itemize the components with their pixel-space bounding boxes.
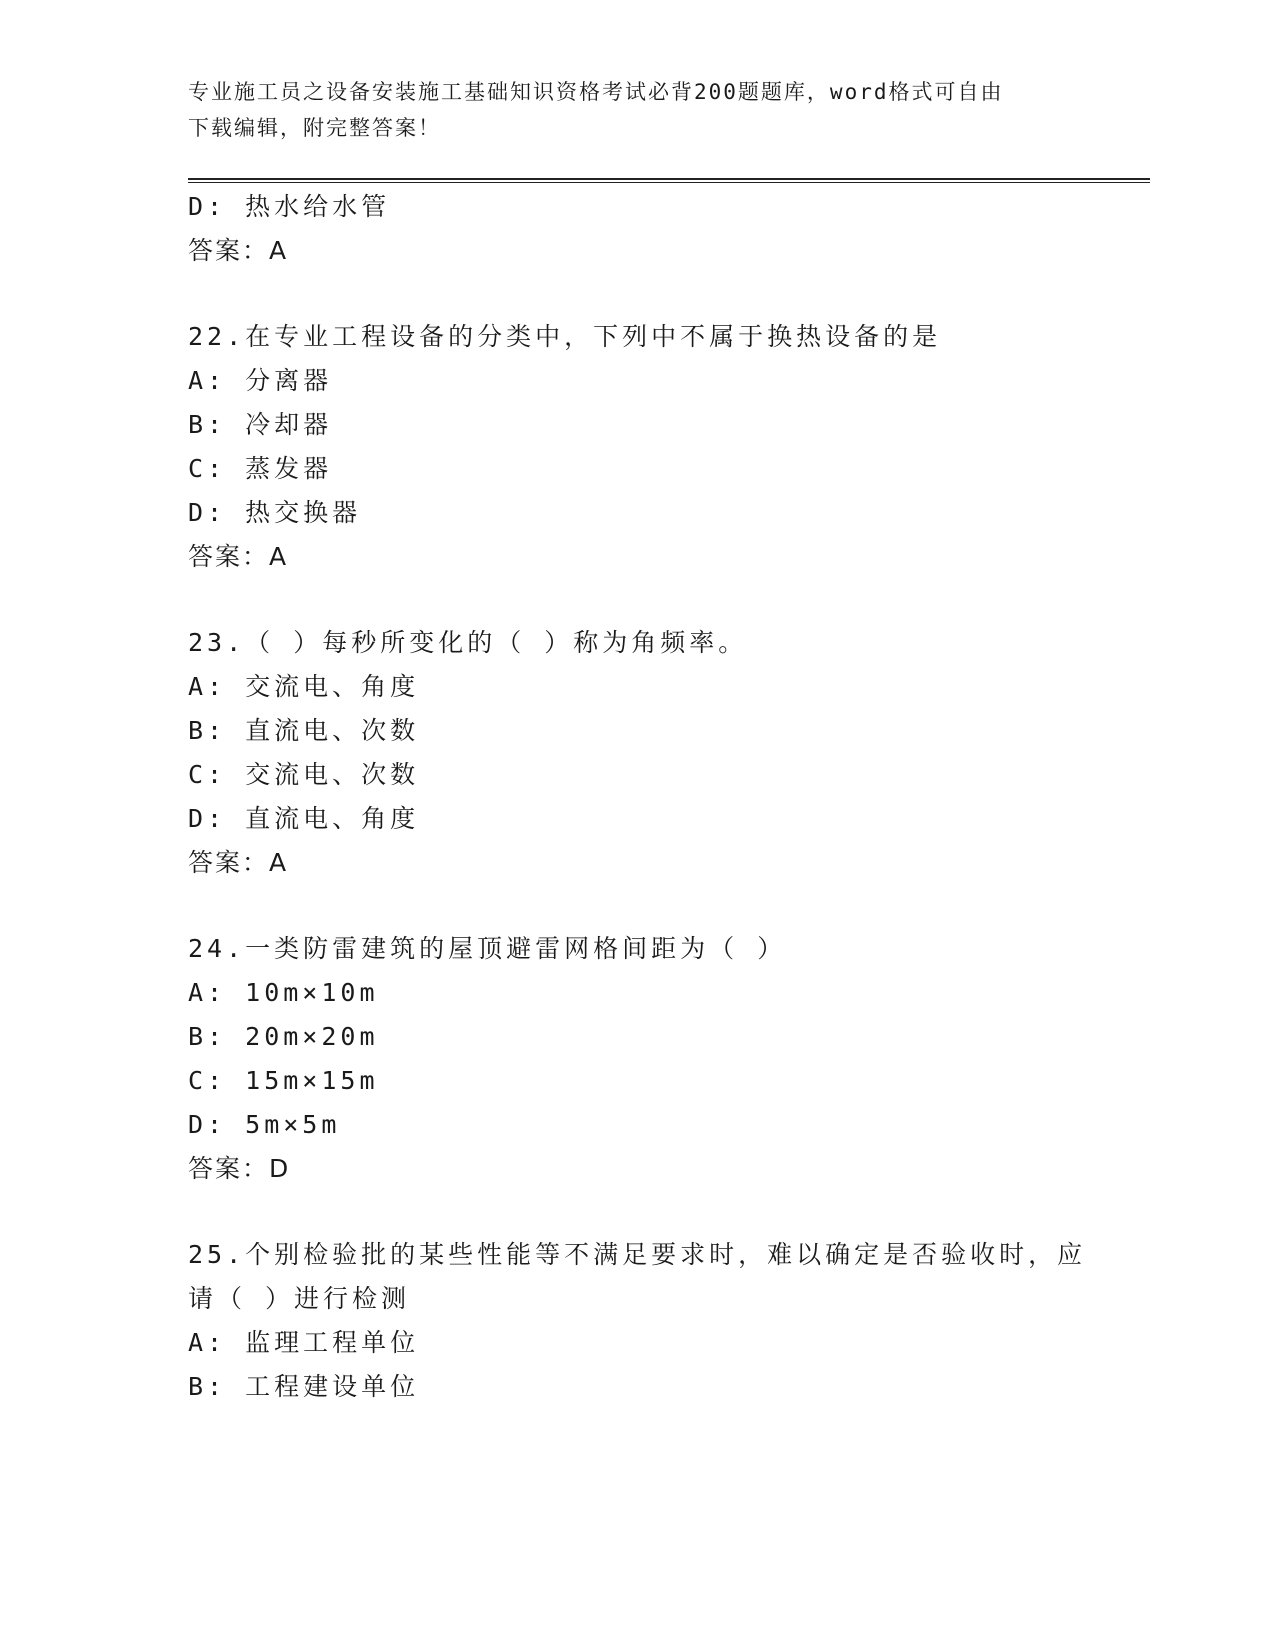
question-stem: 22.在专业工程设备的分类中，下列中不属于换热设备的是 — [188, 322, 942, 351]
option-b: B: 工程建设单位 — [188, 1372, 420, 1401]
header-title-line2: 下载编辑，附完整答案！ — [188, 116, 441, 140]
question-stem-line1: 25.个别检验批的某些性能等不满足要求时，难以确定是否验收时，应 — [188, 1240, 1087, 1269]
header-title-line1: 专业施工员之设备安装施工基础知识资格考试必背200题题库，word格式可自由 — [188, 80, 1004, 104]
option-b: B: 冷却器 — [188, 410, 333, 439]
prev-option-d: D: 热水给水管 — [188, 192, 391, 221]
header-rule-thick — [188, 178, 1150, 180]
option-d: D: 直流电、角度 — [188, 804, 420, 833]
question-stem-line2: 请（ ）进行检测 — [188, 1284, 411, 1313]
option-a: A: 分离器 — [188, 366, 333, 395]
answer: 答案：D — [188, 1154, 291, 1183]
prev-answer: 答案：A — [188, 236, 289, 265]
option-a: A: 监理工程单位 — [188, 1328, 420, 1357]
option-c: C: 15m×15m — [188, 1066, 379, 1095]
header-rule-thin — [188, 182, 1150, 183]
option-b: B: 20m×20m — [188, 1022, 379, 1051]
option-d: D: 5m×5m — [188, 1110, 341, 1139]
answer: 答案：A — [188, 848, 289, 877]
option-c: C: 蒸发器 — [188, 454, 333, 483]
question-stem: 24.一类防雷建筑的屋顶避雷网格间距为（ ） — [188, 934, 787, 963]
option-c: C: 交流电、次数 — [188, 760, 420, 789]
option-d: D: 热交换器 — [188, 498, 362, 527]
answer: 答案：A — [188, 542, 289, 571]
document-header — [188, 74, 1088, 146]
option-a: A: 交流电、角度 — [188, 672, 420, 701]
option-b: B: 直流电、次数 — [188, 716, 420, 745]
option-a: A: 10m×10m — [188, 978, 379, 1007]
question-stem: 23.（ ）每秒所变化的（ ）称为角频率。 — [188, 628, 748, 657]
